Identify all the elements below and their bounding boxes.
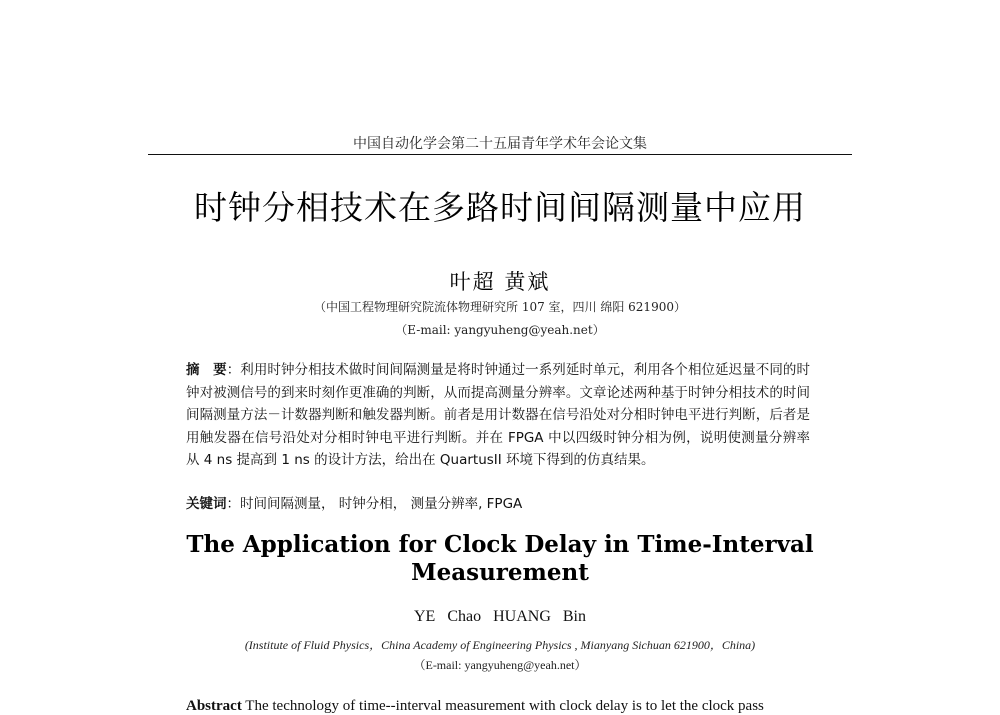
- keywords-cn-text: ：时间间隔测量， 时钟分相， 测量分辨率, FPGA: [226, 496, 523, 512]
- authors-en: YE Chao HUANG Bin: [414, 608, 586, 625]
- abstract-cn-label: 摘 要: [186, 362, 227, 378]
- email-cn: （E-mail: yangyuheng@yeah.net）: [395, 323, 605, 337]
- email-en: （E-mail: yangyuheng@yeah.net）: [413, 658, 587, 672]
- abstract-cn-text: ：利用时钟分相技术做时间间隔测量是将时钟通过一系列延时单元，利用各个相位延迟量不同的时钟对被测信号的到来时刻作更准确的判断，从而提高测量分辨率。文章论述两种基于时钟分相技术的时间间隔测量方法－计数器判断和触发器判断。前者是用计数器在信号沿处对分相时钟电平进行判断，后者是用触发器在信号沿处对分相时钟电平进行判断。并在 FPGA 中以四级时钟分相为例，说明使测量分辨率从 4 ns 提高到 1 ns 的设计方法，给出在 QuartusII 环境下得到的仿真结果。: [186, 362, 811, 468]
- running-head: 中国自动化学会第二十五届青年学术年会论文集: [353, 136, 647, 152]
- abstract-cn: [186, 359, 810, 472]
- abstract-en: [186, 698, 810, 715]
- affiliation-en: (Institute of Fluid Physics，China Academy of Engineering Physics , Mianyang Sichuan 621900，China): [244, 638, 756, 652]
- affiliation-cn: （中国工程物理研究院流体物理研究所 107 室，四川 绵阳 621900）: [314, 300, 686, 314]
- keywords-cn-label: 关键词: [186, 496, 227, 512]
- keywords-cn: [186, 492, 810, 512]
- paper-title-cn: 时钟分相技术在多路时间间隔测量中应用: [194, 188, 806, 227]
- header-rule: [148, 154, 852, 155]
- authors-cn: 叶超 黄斌: [449, 270, 551, 294]
- paper-title-en: The Application for Clock Delay in Time-Interval Measurement: [186, 531, 814, 586]
- abstract-en-text: The technology of time--interval measurement with clock delay is to let the clock pass: [241, 698, 764, 714]
- abstract-en-label: Abstract: [186, 698, 242, 714]
